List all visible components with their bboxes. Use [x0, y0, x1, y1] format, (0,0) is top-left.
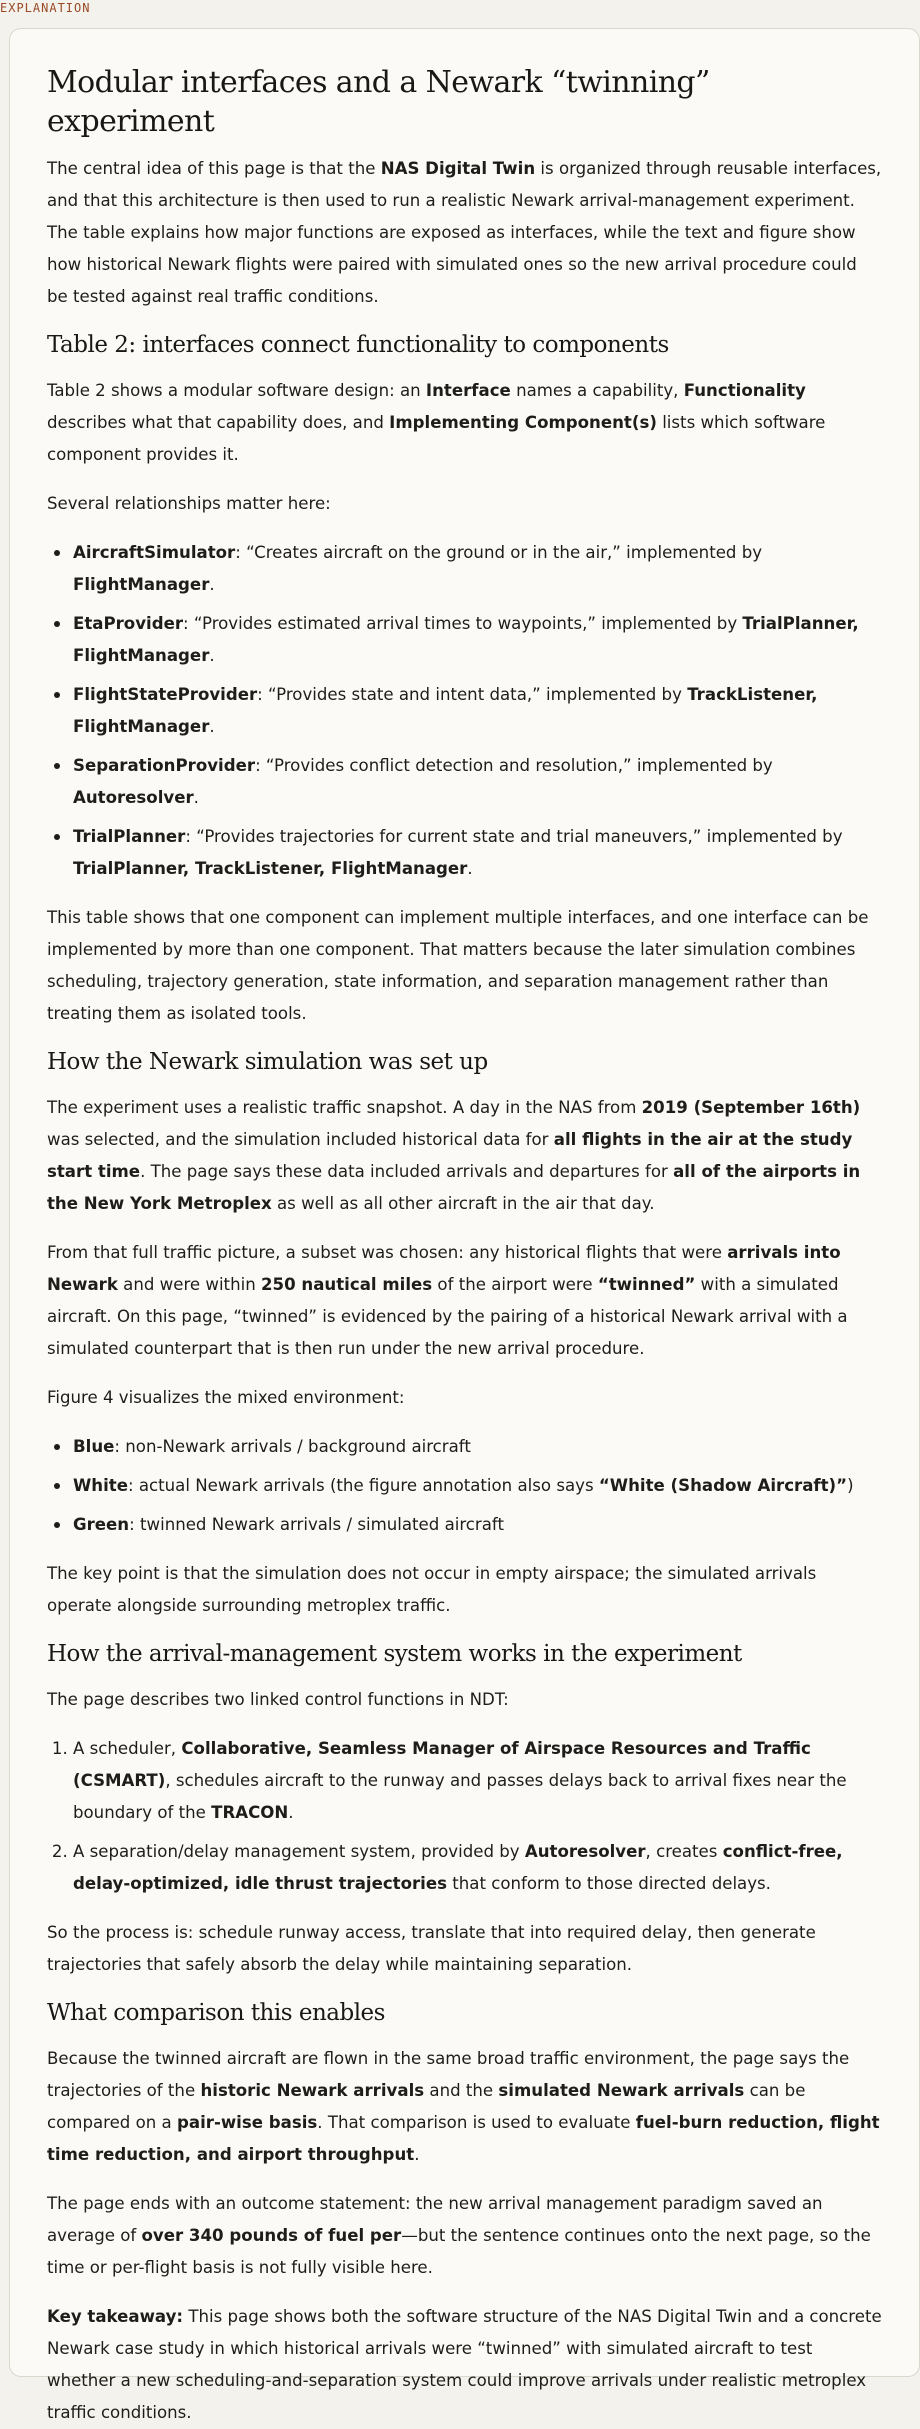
text-run: and the	[424, 2080, 499, 2100]
text-run: Table 2 shows a modular software design: an	[47, 380, 426, 400]
bold-text-run: TrackListener, FlightManager	[73, 684, 818, 736]
text-run: : “Provides conflict detection and resolution,” implemented by	[255, 755, 773, 775]
text-run: .	[209, 716, 215, 736]
text-run: .	[193, 787, 199, 807]
bold-text-run: Key takeaway:	[47, 2306, 184, 2326]
text-run: The page ends with an outcome statement: the new arrival management paradigm saved an average of	[47, 2193, 823, 2245]
text-run: can be compared on a	[47, 2080, 806, 2132]
bold-text-run: all flights in the air at the study start time	[47, 1129, 853, 1181]
text-run: , schedules aircraft to the runway and passes delays back to arrival fixes near the boundary of the	[73, 1770, 847, 1822]
bold-text-run: historic Newark arrivals	[200, 2080, 425, 2100]
bold-text-run: Implementing Component(s)	[389, 412, 657, 432]
bold-text-run: all of the airports in the New York Metroplex	[47, 1161, 861, 1213]
text-run: This page shows both the software structure of the NAS Digital Twin and a concrete Newark case study in which historical arrivals were “twinned” with simulated aircraft to test whether a new scheduling-and-separation system could improve arrivals under realistic metroplex traffic conditions.	[47, 2306, 882, 2422]
bold-text-run: Collaborative, Seamless Manager of Airspace Resources and Traffic (CSMART)	[73, 1738, 811, 1790]
text-run: lists which software component provides it.	[47, 412, 826, 464]
bold-text-run: fuel-burn reduction, flight time reduction, and airport throughput	[47, 2112, 880, 2164]
control-functions-list	[47, 1733, 882, 1900]
section-heading-arrival-management: How the arrival-management system works in the experiment	[47, 1640, 742, 1667]
bold-text-run: SeparationProvider	[73, 755, 256, 775]
section-heading-table-2: Table 2: interfaces connect functionality to components	[47, 332, 669, 358]
text-run: of the airport were	[432, 1274, 598, 1294]
bold-text-run: “White (Shadow Aircraft)”	[598, 1475, 848, 1495]
section-heading-comparison: What comparison this enables	[47, 1999, 385, 2026]
text-run: : “Provides state and intent data,” implemented by	[257, 684, 688, 704]
table-2-summary: This table shows that one component can implement multiple interfaces, and one interface can be implemented by more than one component. That matters because the later simulation combines scheduling, trajectory generation, state information, and separation management rather than treating them as isolated tools.	[47, 907, 869, 1023]
text-run: . The page says these data included arrivals and departures for	[140, 1161, 674, 1181]
text-run: : “Provides estimated arrival times to waypoints,” implemented by	[183, 613, 743, 633]
interface-list-item	[73, 821, 882, 885]
bold-text-run: FlightStateProvider	[73, 684, 258, 704]
control-function-item	[73, 1733, 882, 1829]
interface-list-item	[73, 750, 882, 814]
twinning-paragraph	[47, 1237, 882, 1365]
text-run: : twinned Newark arrivals / simulated aircraft	[129, 1514, 504, 1534]
bold-text-run: TrialPlanner, FlightManager	[73, 613, 859, 665]
bold-text-run: FlightManager	[73, 574, 210, 594]
text-run: : non-Newark arrivals / background aircraft	[114, 1436, 471, 1456]
text-run: : “Provides trajectories for current state and trial maneuvers,” implemented by	[185, 826, 843, 846]
section-eyebrow: EXPLANATION	[0, 1, 91, 15]
text-run: Because the twinned aircraft are flown in the same broad traffic environment, the page says the trajectories of the	[47, 2048, 850, 2100]
bold-text-run: TrialPlanner	[73, 826, 186, 846]
text-run: as well as all other aircraft in the air that day.	[271, 1193, 655, 1213]
bold-text-run: “twinned”	[597, 1274, 696, 1294]
process-summary: So the process is: schedule runway access, translate that into required delay, then generate trajectories that safely absorb the delay while maintaining separation.	[47, 1922, 816, 1974]
text-run: The central idea of this page is that the	[47, 159, 381, 178]
text-run: A separation/delay management system, provided by	[73, 1841, 525, 1861]
text-run: From that full traffic picture, a subset was chosen: any historical flights that were	[47, 1242, 728, 1262]
bold-text-run: 250 nautical miles	[261, 1274, 433, 1294]
outcome-paragraph	[47, 2188, 882, 2284]
bold-text-run: over 340 pounds of fuel per	[141, 2225, 402, 2245]
text-run: .	[467, 858, 473, 878]
bold-text-run: AircraftSimulator	[73, 542, 236, 562]
simulation-setup-paragraph	[47, 1092, 882, 1220]
bold-text-run: NAS Digital Twin	[380, 159, 536, 178]
arrival-management-intro: The page describes two linked control functions in NDT:	[47, 1689, 509, 1709]
page-title: Modular interfaces and a Newark “twinning” experiment	[47, 65, 710, 139]
bold-text-run: conflict-free, delay-optimized, idle thrust trajectories	[73, 1841, 843, 1893]
text-run: and were within	[117, 1274, 261, 1294]
text-run: : actual Newark arrivals (the figure annotation also says	[128, 1475, 599, 1495]
bold-text-run: Autoresolver	[524, 1841, 646, 1861]
bold-text-run: TrialPlanner, TrackListener, FlightManager	[73, 858, 468, 878]
text-run: . That comparison is used to evaluate	[317, 2112, 636, 2132]
key-takeaway-paragraph	[47, 2301, 882, 2429]
interface-list-item	[73, 537, 882, 601]
text-run: with a simulated aircraft. On this page, “twinned” is evidenced by the pairing of a historical Newark arrival with a simulated counterpart that is then run under the new arrival procedure.	[47, 1274, 848, 1358]
bold-text-run: TRACON	[211, 1802, 289, 1822]
bold-text-run: White	[73, 1475, 128, 1495]
bold-text-run: Green	[73, 1514, 130, 1534]
section-heading-simulation-setup: How the Newark simulation was set up	[47, 1048, 488, 1075]
text-run: : “Creates aircraft on the ground or in the air,” implemented by	[235, 542, 763, 562]
color-legend-item	[73, 1509, 882, 1541]
interface-list	[47, 537, 882, 885]
explanation-card	[9, 28, 920, 2422]
interface-list-item	[73, 679, 882, 743]
bold-text-run: Interface	[425, 380, 511, 400]
text-run: that conform to those directed delays.	[447, 1873, 771, 1893]
figure-color-legend-list	[47, 1431, 882, 1541]
color-legend-item	[73, 1431, 882, 1463]
figure-4-intro: Figure 4 visualizes the mixed environment:	[47, 1387, 405, 1407]
bold-text-run: simulated Newark arrivals	[498, 2080, 745, 2100]
text-run: describes what that capability does, and	[47, 412, 390, 432]
comparison-paragraph	[47, 2043, 882, 2171]
bold-text-run: Autoresolver	[73, 787, 194, 807]
text-run: .	[414, 2144, 420, 2164]
text-run: was selected, and the simulation included historical data for	[47, 1129, 554, 1149]
color-legend-item	[73, 1470, 882, 1502]
interface-list-item	[73, 608, 882, 672]
text-run: is organized through reusable interfaces, and that this architecture is then used to run a realistic Newark arrival-management experiment. The table explains how major functions are exposed as interfaces, while the text and figure show how historical Newark flights were paired with simulated ones so the new arrival procedure could be tested against real traffic conditions.	[47, 159, 882, 306]
bold-text-run: pair-wise basis	[177, 2112, 318, 2132]
text-run: .	[288, 1802, 294, 1822]
text-run: .	[209, 574, 215, 594]
simulation-key-point: The key point is that the simulation does not occur in empty airspace; the simulated arrivals operate alongside surrounding metroplex traffic.	[47, 1563, 817, 1615]
bold-text-run: arrivals into Newark	[47, 1242, 841, 1294]
control-function-item	[73, 1836, 882, 1900]
text-run: .	[209, 645, 215, 665]
text-run: , creates	[645, 1841, 723, 1861]
table-2-paragraph	[47, 375, 882, 471]
text-run: —but the sentence continues onto the next page, so the time or per-flight basis is not fully visible here.	[47, 2225, 871, 2277]
text-run: )	[847, 1475, 854, 1495]
bold-text-run: 2019 (September 16th)	[641, 1097, 861, 1117]
intro-paragraph	[47, 153, 882, 313]
text-run: The experiment uses a realistic traffic snapshot. A day in the NAS from	[47, 1097, 642, 1117]
text-run: A scheduler,	[73, 1738, 182, 1758]
bold-text-run: Functionality	[683, 380, 806, 400]
text-run: names a capability,	[510, 380, 684, 400]
bold-text-run: Blue	[73, 1436, 115, 1456]
bold-text-run: EtaProvider	[73, 613, 184, 633]
relationships-intro: Several relationships matter here:	[47, 493, 331, 513]
